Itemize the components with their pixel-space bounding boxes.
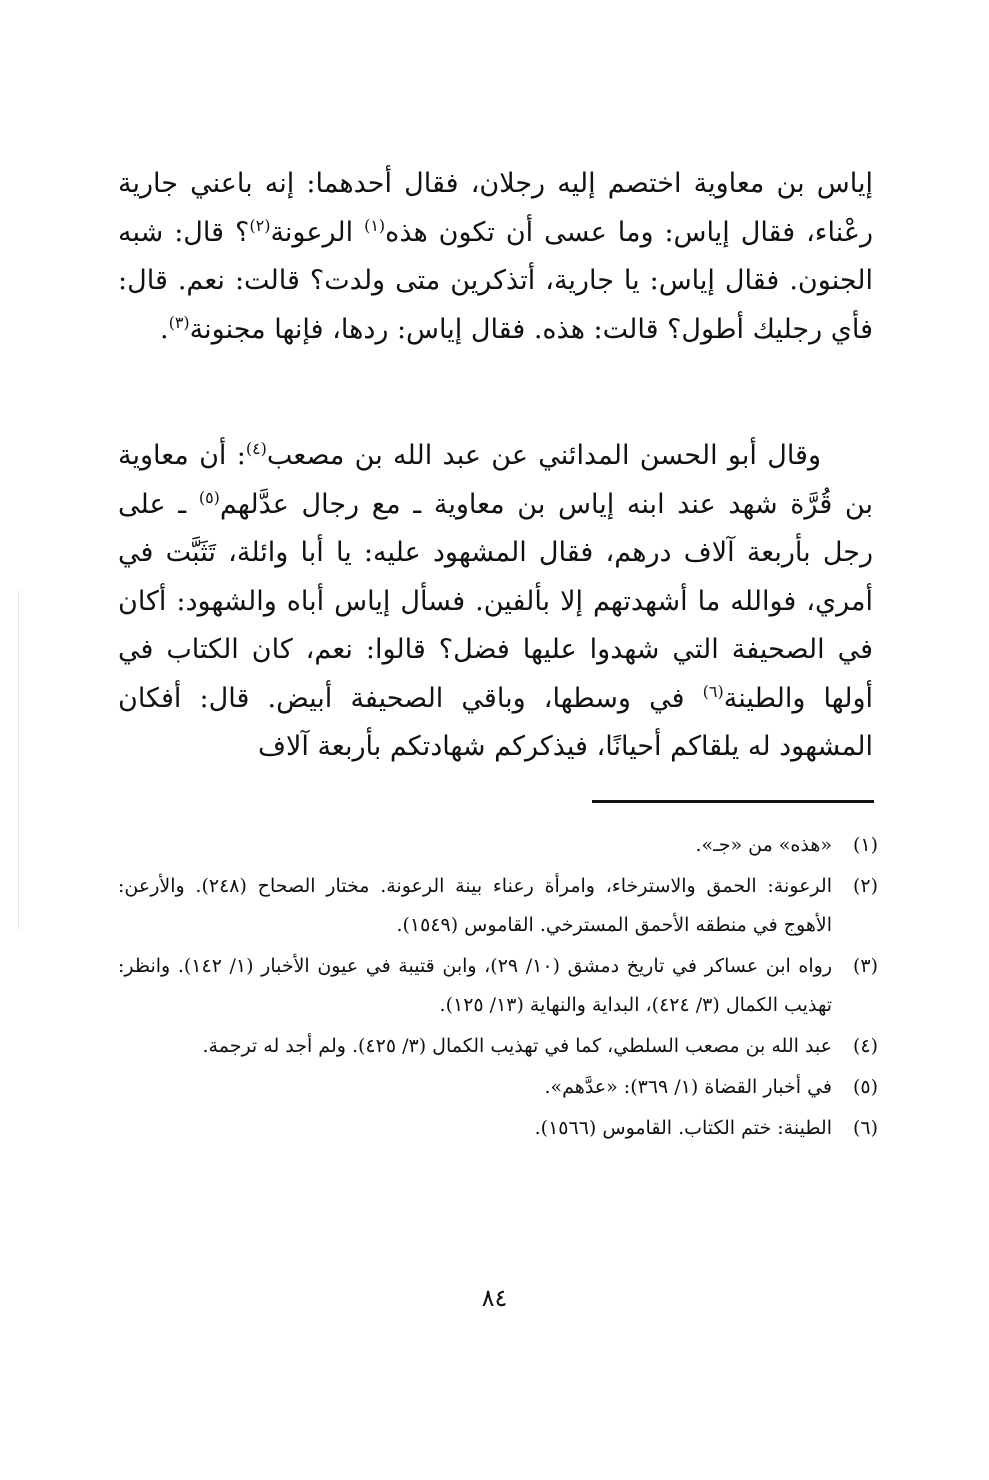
footnote-text: «هذه» من «جـ». xyxy=(695,834,832,856)
footnote-ref-6[interactable]: (٦) xyxy=(702,681,724,701)
footnotes-section xyxy=(118,826,878,1150)
paragraph-2-text-a: وقال أبو الحسن المدائني عن عبد الله بن مصعب xyxy=(266,440,821,471)
footnote-5 xyxy=(118,1068,878,1107)
footnote-ref-4[interactable]: (٤) xyxy=(245,439,267,458)
footnote-number: (٣) xyxy=(852,955,878,977)
paragraph-2-text-b: : أن معاوية بن قُرَّة شهد عند ابنه إياس بن معاوية ـ مع رجال عدَّلهم xyxy=(118,440,873,520)
footnote-ref-2[interactable]: (٢) xyxy=(249,215,271,235)
footnote-number: (١) xyxy=(852,834,878,856)
paragraph-2 xyxy=(118,432,873,772)
scan-edge-mark xyxy=(18,590,19,930)
footnote-text: في أخبار القضاة (١/ ٣٦٩): «عدَّهم». xyxy=(544,1076,832,1098)
footnote-text: الرعونة: الحمق والاسترخاء، وامرأة رعناء بينة الرعونة. مختار الصحاح (٢٤٨). والأرعن: الأهوج في منطقه الأحمق المسترخي. القاموس (١٥٤٩). xyxy=(118,875,832,936)
footnote-ref-3[interactable]: (٣) xyxy=(168,312,190,332)
paragraph-1-text-c: ؟ قال: شبه الجنون. فقال إياس: يا جارية، أتذكرين متى ولدت؟ قالت: نعم. قال: فأي رجليك أطول؟ قالت: هذه. فقال إياس: ردها، فإنها مجنونة xyxy=(118,216,874,345)
page-number: ٨٤ xyxy=(481,1284,508,1312)
footnote-3 xyxy=(118,947,878,1025)
paragraph-2-text-c: ـ على رجل بأربعة آلاف درهم، فقال المشهود عليه: يا أبا وائلة، تَثَبَّت في أمري، فوالله ما أشهدتهم إلا بألفين. فسأل إياس أباه والشهود: أكان في الصحيفة التي شهدوا عليها فضل؟ قالوا: نعم، كان الكتاب في أولها والطينة xyxy=(118,488,873,714)
paragraph-1-end: . xyxy=(159,313,169,345)
paragraph-1-text-b: الرعونة xyxy=(270,216,365,248)
footnote-number: (٥) xyxy=(852,1076,878,1098)
footnote-4 xyxy=(118,1027,878,1066)
footnote-text: رواه ابن عساكر في تاريخ دمشق (١٠/ ٢٩)، وابن قتيبة في عيون الأخبار (١/ ١٤٢). وانظر: تهذيب الكمال (٣/ ٤٢٤)، البداية والنهاية (١٣/ ١٢٥). xyxy=(118,955,832,1016)
footnote-1 xyxy=(118,826,878,865)
footnote-2 xyxy=(118,867,878,945)
footnote-number: (٤) xyxy=(852,1035,878,1057)
footnote-separator xyxy=(592,800,874,803)
footnote-ref-1[interactable]: (١) xyxy=(364,215,386,235)
footnote-6 xyxy=(118,1109,878,1148)
footnote-text: عبد الله بن مصعب السلطي، كما في تهذيب الكمال (٣/ ٤٢٥). ولم أجد له ترجمة. xyxy=(202,1035,832,1057)
footnote-text: الطينة: ختم الكتاب. القاموس (١٥٦٦). xyxy=(534,1117,832,1139)
footnote-number: (٢) xyxy=(852,875,878,897)
paragraph-2-text-d: في وسطها، وباقي الصحيفة أبيض. قال: أفكان المشهود له يلقاكم أحيانًا، فيذكركم شهادتكم بأربعة آلاف xyxy=(118,682,873,762)
footnote-number: (٦) xyxy=(852,1117,878,1139)
paragraph-1-text-a: إياس بن معاوية اختصم إليه رجلان، فقال أحدهما: إنه باعني جارية رعْناء، فقال إياس: وما عسى أن تكون هذه xyxy=(118,168,874,248)
paragraph-1 xyxy=(118,160,873,354)
footnote-ref-5[interactable]: (٥) xyxy=(198,487,220,507)
